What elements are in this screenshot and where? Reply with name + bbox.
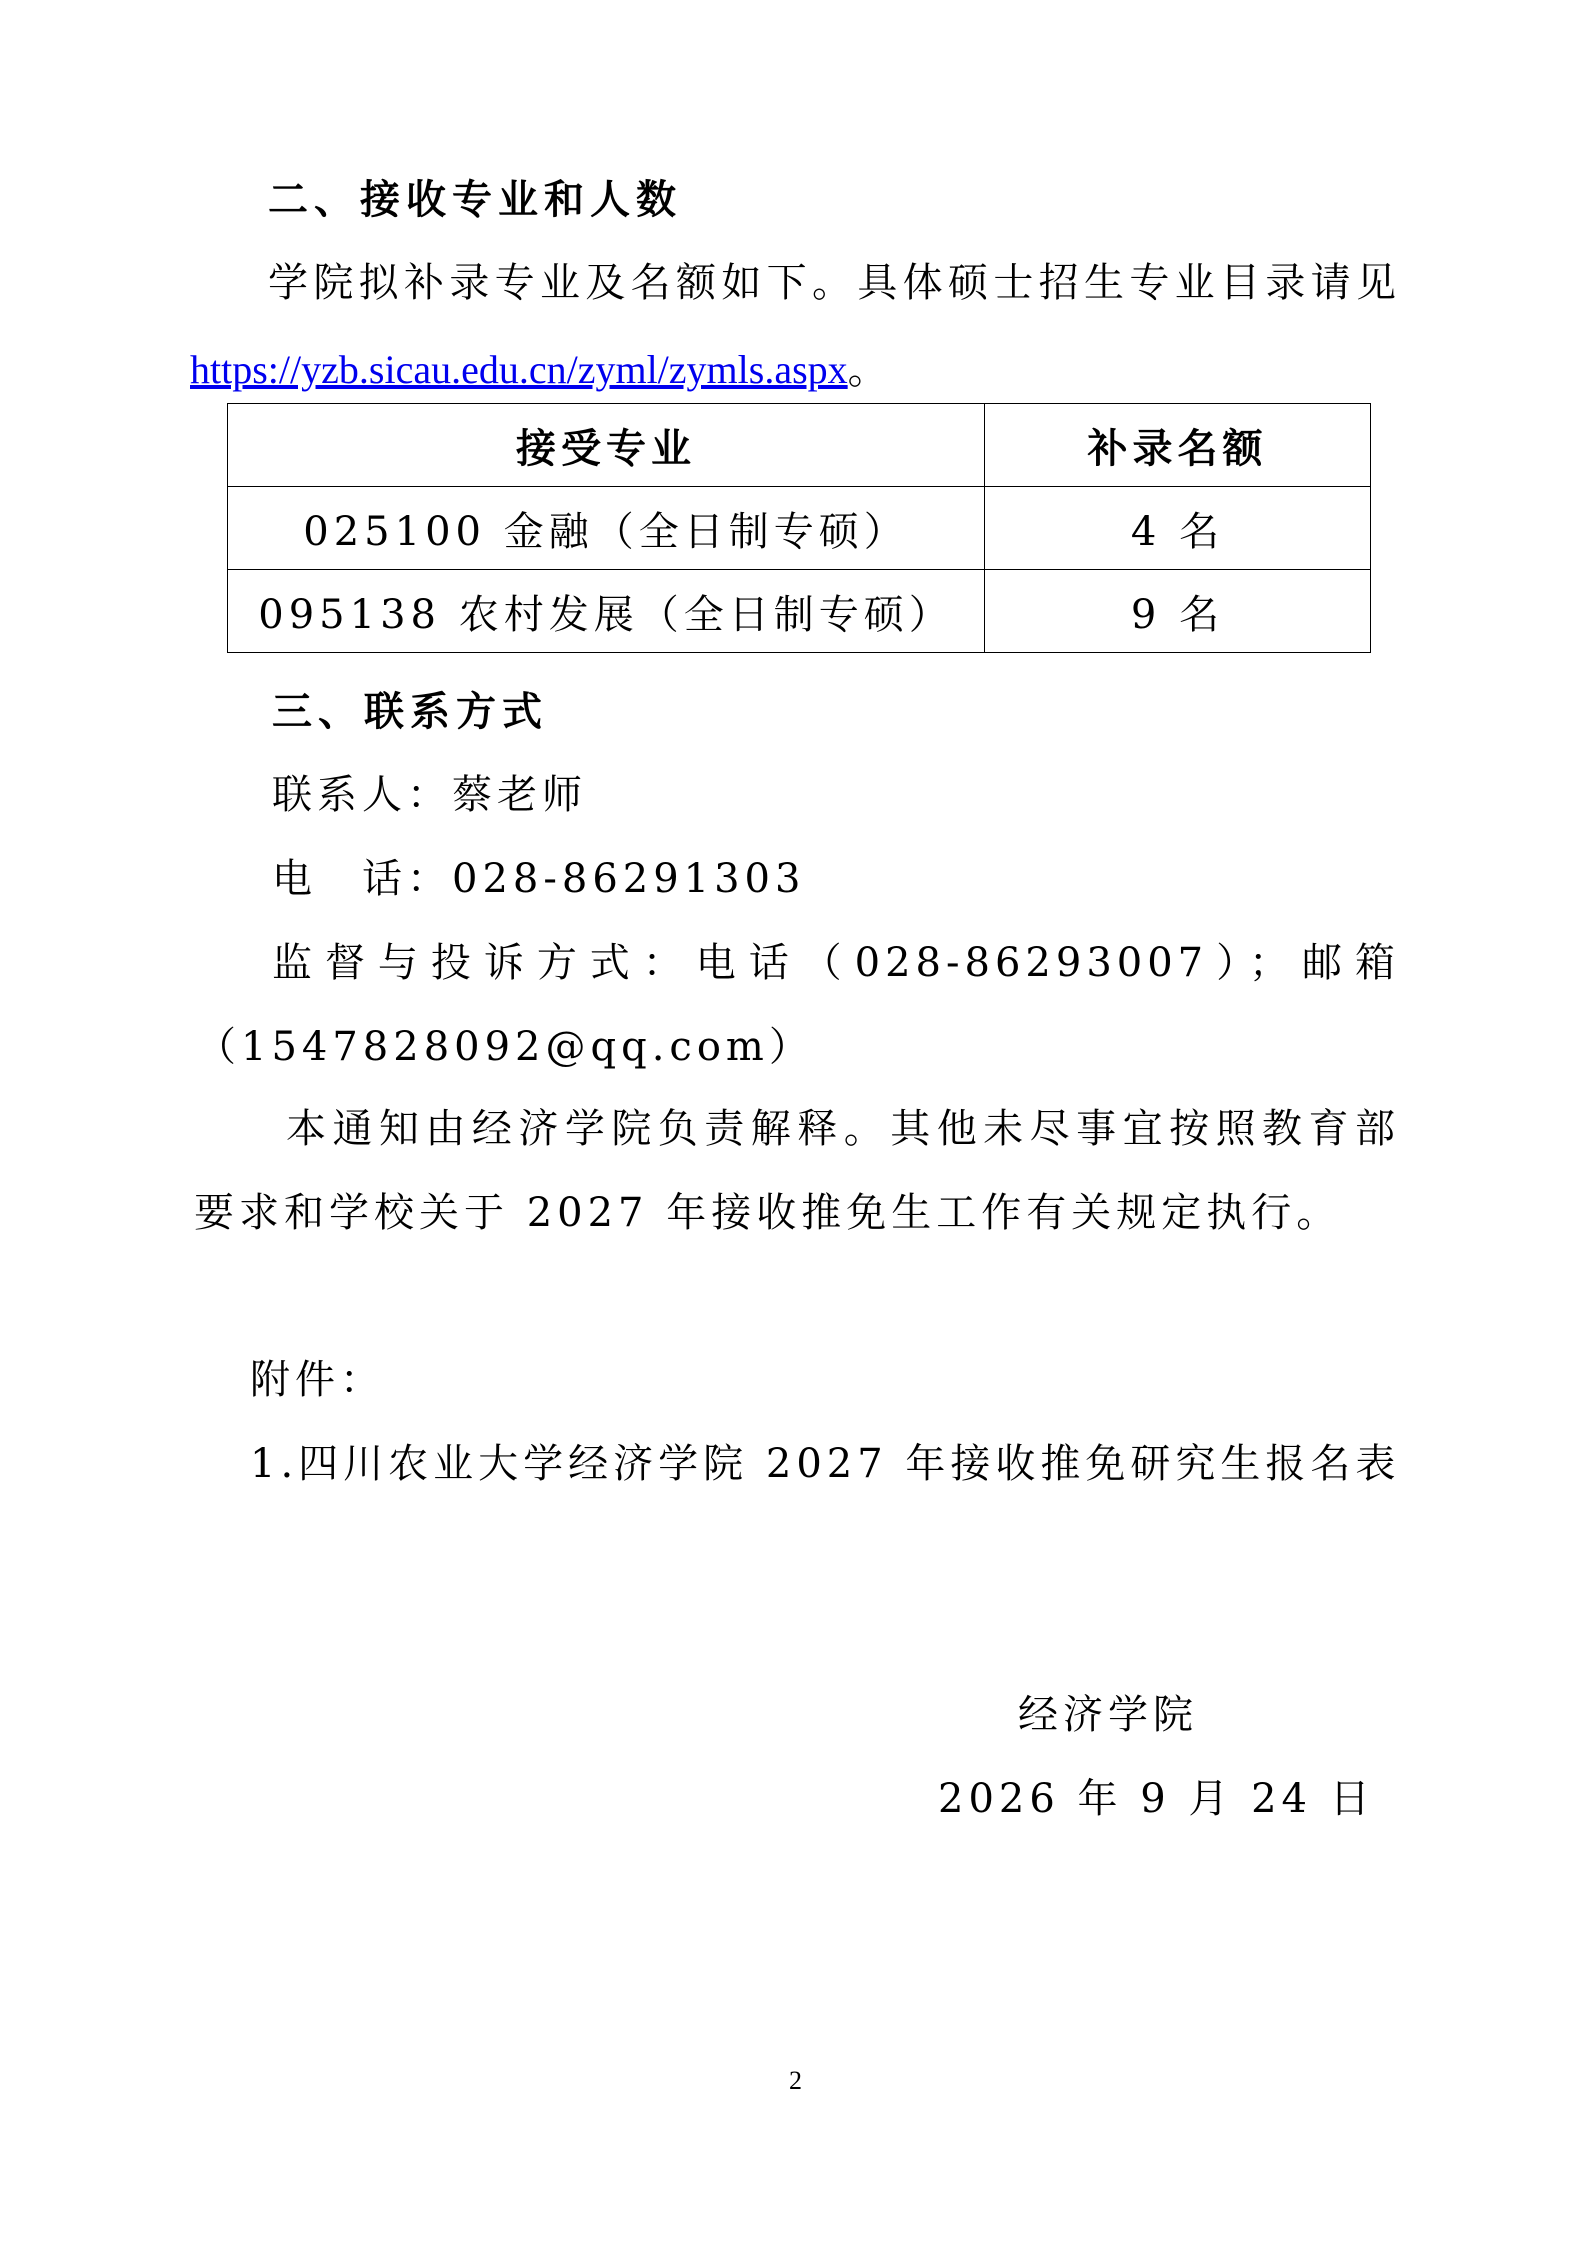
section-2-intro: 学院拟补录专业及名额如下。具体硕士招生专业目录请见: [268, 260, 1400, 306]
table-row: [228, 570, 1371, 653]
contact-phone-line: [272, 847, 805, 904]
catalog-link-line: [190, 338, 888, 395]
page-number: 2: [789, 2066, 802, 2095]
phone-label: 电 话：: [272, 856, 452, 902]
note-line-2: 要求和学校关于 2027 年接收推免生工作有关规定执行。: [194, 1190, 1342, 1236]
attachments-label: 附件：: [250, 1357, 385, 1403]
quota-table: [227, 403, 1371, 653]
contact-person: 联系人：蔡老师: [272, 772, 587, 818]
table-header-major: 接受专业: [228, 404, 985, 487]
section-2-heading: 二、接收专业和人数: [268, 177, 682, 223]
table-cell-major: 095138 农村发展（全日制专硕）: [228, 570, 985, 653]
table-header-row: [228, 404, 1371, 487]
catalog-link-suffix: 。: [847, 347, 888, 393]
signature-org: 经济学院: [1018, 1692, 1198, 1738]
table-cell-quota: 4 名: [985, 487, 1371, 570]
table-header-quota: 补录名额: [985, 404, 1371, 487]
signature-date: 2026 年 9 月 24 日: [938, 1776, 1375, 1822]
table-cell-quota: 9 名: [985, 570, 1371, 653]
attachment-item[interactable]: 1.四川农业大学经济学院 2027 年接收推免研究生报名表: [250, 1441, 1401, 1487]
table-row: [228, 487, 1371, 570]
note-line-1: 本通知由经济学院负责解释。其他未尽事宜按照教育部: [286, 1106, 1400, 1152]
catalog-link[interactable]: https://yzb.sicau.edu.cn/zyml/zymls.aspx: [190, 347, 848, 392]
table-cell-major: 025100 金融（全日制专硕）: [228, 487, 985, 570]
section-3-heading: 三、联系方式: [272, 689, 548, 735]
complaint-line-2: （1547828092@qq.com）: [196, 1024, 814, 1070]
complaint-line-1: 监督与投诉方式：电话（028-86293007）；邮箱: [272, 940, 1400, 986]
phone-number: 028-86291303: [452, 856, 806, 902]
